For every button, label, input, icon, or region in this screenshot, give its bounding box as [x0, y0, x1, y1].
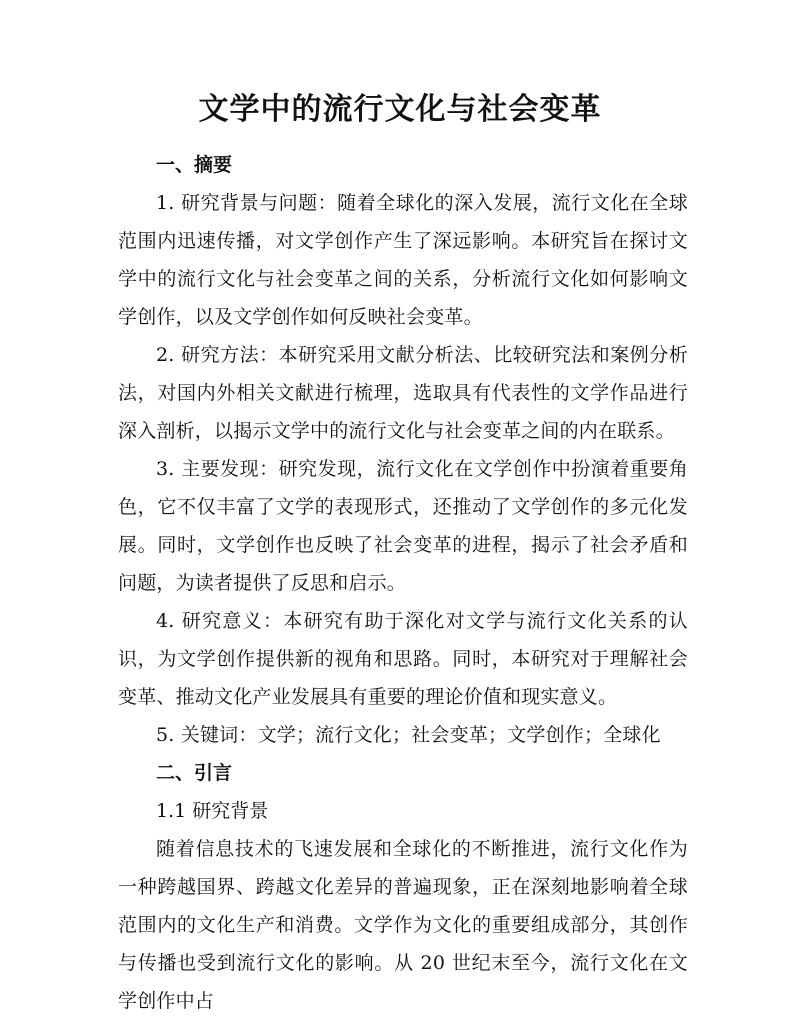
document-body: [118, 146, 688, 1020]
abstract-item-keywords: 5. 关键词：文学；流行文化；社会变革；文学创作；全球化: [156, 724, 661, 746]
abstract-item-background: 1. 研究背景与问题：随着全球化的深入发展，流行文化在全球范围内迅速传播，对文学创作产生了深远影响。本研究旨在探讨文学中的流行文化与社会变革之间的关系，分析流行文化如何影响文学创作，以及文学创作如何反映社会变革。: [118, 192, 688, 328]
abstract-heading: 一、摘要: [156, 154, 233, 176]
abstract-item-significance: 4. 研究意义：本研究有助于深化对文学与流行文化关系的认识，为文学创作提供新的视角和思路。同时，本研究对于理解社会变革、推动文化产业发展具有重要的理论价值和现实意义。: [118, 610, 688, 708]
abstract-item-findings: 3. 主要发现：研究发现，流行文化在文学创作中扮演着重要角色，它不仅丰富了文学的表现形式，还推动了文学创作的多元化发展。同时，文学创作也反映了社会变革的进程，揭示了社会矛盾和问题，为读者提供了反思和启示。: [118, 458, 688, 594]
intro-subheading: 1.1 研究背景: [156, 800, 269, 822]
intro-heading: 二、引言: [156, 762, 233, 784]
document-title: 文学中的流行文化与社会变革: [198, 92, 602, 127]
intro-paragraph: 随着信息技术的飞速发展和全球化的不断推进，流行文化作为一种跨越国界、跨越文化差异的普遍现象，正在深刻地影响着全球范围内的文化生产和消费。文学作为文化的重要组成部分，其创作与传播也受到流行文化的影响。从 20 世纪末至今，流行文化在文学创作中占: [118, 838, 688, 1012]
abstract-item-methods: 2. 研究方法：本研究采用文献分析法、比较研究法和案例分析法，对国内外相关文献进行梳理，选取具有代表性的文学作品进行深入剖析，以揭示文学中的流行文化与社会变革之间的内在联系。: [118, 344, 688, 442]
